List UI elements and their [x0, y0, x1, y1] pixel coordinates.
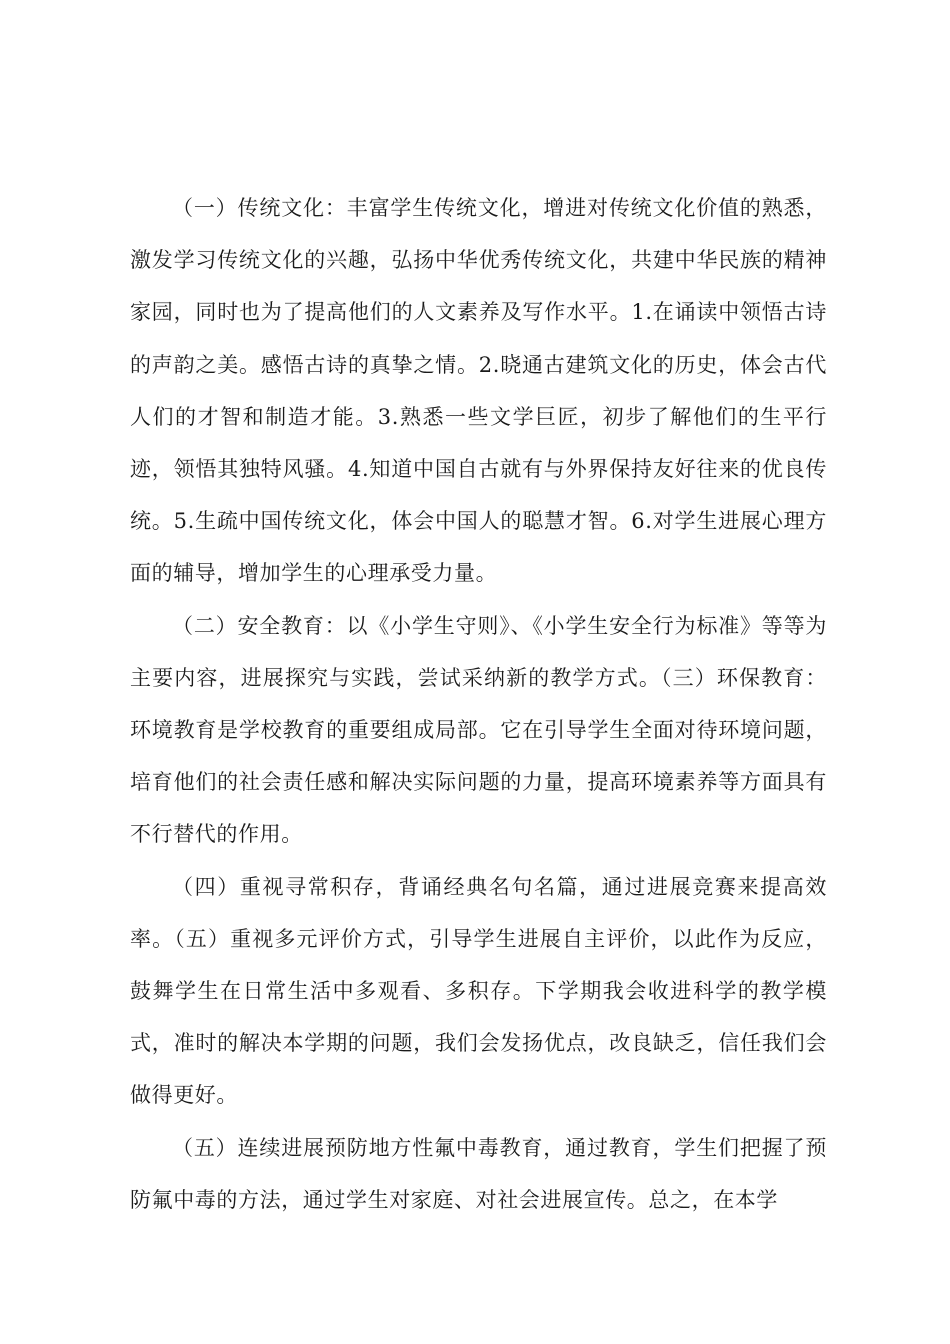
paragraph-safety-education: （二）安全教育：以《小学生守则》、《小学生安全行为标准》等等为主要内容，进展探究与实践，尝试采纳新的教学方式。（三）环保教育：环境教育是学校教育的重要组成局部。它在引导学生全面对待环境问题，培育他们的社会责任感和解决实际问题的力量，提高环境素养等方面具有不行替代的作用。 — [130, 613, 827, 847]
paragraph-fluorosis-education: （五）连续进展预防地方性氟中毒教育，通过教育，学生们把握了预防氟中毒的方法，通过学生对家庭、对社会进展宣传。总之，在本学 — [130, 1135, 827, 1212]
document-body — [130, 182, 827, 1226]
paragraph-traditional-culture: （一）传统文化：丰富学生传统文化，增进对传统文化价值的熟悉，激发学习传统文化的兴趣，弘扬中华优秀传统文化，共建中华民族的精神家园，同时也为了提高他们的人文素养及写作水平。1.在诵读中领悟古诗的声韵之美。感悟古诗的真挚之情。2.晓通古建筑文化的历史，体会古代人们的才智和制造才能。3.熟悉一些文学巨匠，初步了解他们的生平行迹，领悟其独特风骚。4.知道中国自古就有与外界保持友好往来的优良传统。5.生疏中国传统文化，体会中国人的聪慧才智。6.对学生进展心理方面的辅导，增加学生的心理承受力量。 — [130, 196, 827, 586]
paragraph-accumulation: （四）重视寻常积存，背诵经典名句名篇，通过进展竞赛来提高效率。（五）重视多元评价方式，引导学生进展自主评价，以此作为反应，鼓舞学生在日常生活中多观看、多积存。下学期我会收进科学的教学模式，准时的解决本学期的问题，我们会发扬优点，改良缺乏，信任我们会做得更好。 — [130, 874, 827, 1108]
